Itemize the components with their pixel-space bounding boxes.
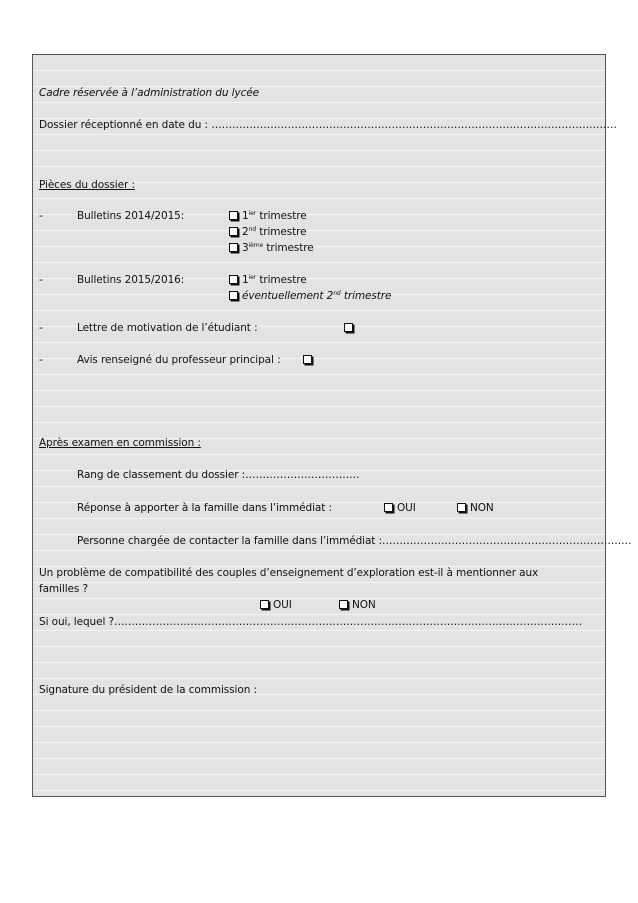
- probleme-oui-checkbox[interactable]: OUI: [260, 599, 292, 612]
- checkbox-icon[interactable]: [303, 355, 312, 364]
- checkbox-icon[interactable]: [229, 227, 238, 236]
- checkbox-icon[interactable]: [339, 600, 348, 609]
- probleme-non-checkbox[interactable]: NON: [339, 599, 376, 612]
- dash: -: [39, 322, 43, 334]
- reponse-label: Réponse à apporter à la famille dans l’immédiat :: [77, 502, 332, 514]
- examen-title: Après examen en commission :: [39, 437, 201, 449]
- checkbox-icon[interactable]: [229, 243, 238, 252]
- bulletins-2016-label: Bulletins 2015/2016:: [77, 274, 185, 286]
- avis-checkbox[interactable]: [303, 354, 316, 367]
- checkbox-icon[interactable]: [344, 323, 353, 332]
- signature-label: Signature du président de la commission :: [39, 684, 257, 696]
- rang-field[interactable]: Rang de classement du dossier :……………………………: [77, 469, 360, 481]
- dash: -: [39, 210, 43, 222]
- avis-label: Avis renseigné du professeur principal :: [77, 354, 281, 366]
- checkbox-2015-t2[interactable]: 2nd trimestre: [229, 226, 307, 239]
- bulletins-2015-label: Bulletins 2014/2015:: [77, 210, 185, 222]
- checkbox-icon[interactable]: [384, 503, 393, 512]
- probleme-question-line2: familles ?: [39, 583, 88, 595]
- dash: -: [39, 354, 43, 366]
- lettre-checkbox[interactable]: [344, 322, 357, 335]
- checkbox-icon[interactable]: [229, 291, 238, 300]
- dossier-date-field[interactable]: Dossier réceptionné en date du : ………………………………………………………………………………………………………: [39, 119, 617, 131]
- checkbox-2015-t3[interactable]: 3ième trimestre: [229, 242, 314, 255]
- checkbox-2015-t1[interactable]: $1^{ier}$ trimestre: [229, 210, 307, 223]
- dash: -: [39, 274, 43, 286]
- lettre-label: Lettre de motivation de l’étudiant :: [77, 322, 258, 334]
- lequel-field[interactable]: Si oui, lequel ?………………………………………………………………………………………………………………………: [39, 616, 582, 628]
- checkbox-2016-t2[interactable]: éventuellement 2nd trimestre: [229, 290, 391, 303]
- pieces-title: Pièces du dossier :: [39, 179, 135, 191]
- probleme-question-line1: Un problème de compatibilité des couples d’enseignement d’exploration est-il à mentionner aux: [39, 567, 539, 579]
- checkbox-icon[interactable]: [260, 600, 269, 609]
- checkbox-icon[interactable]: [229, 211, 238, 220]
- reponse-oui-checkbox[interactable]: OUI: [384, 502, 416, 515]
- checkbox-2016-t1[interactable]: $1^{ier}$ trimestre: [229, 274, 307, 287]
- checkbox-icon[interactable]: [229, 275, 238, 284]
- personne-field[interactable]: Personne chargée de contacter la famille dans l’immédiat :………………………………………………………………: [77, 535, 632, 547]
- frame-title: Cadre réservée à l’administration du lycée: [39, 87, 259, 99]
- admin-frame: [32, 54, 632, 797]
- checkbox-icon[interactable]: [457, 503, 466, 512]
- reponse-non-checkbox[interactable]: NON: [457, 502, 494, 515]
